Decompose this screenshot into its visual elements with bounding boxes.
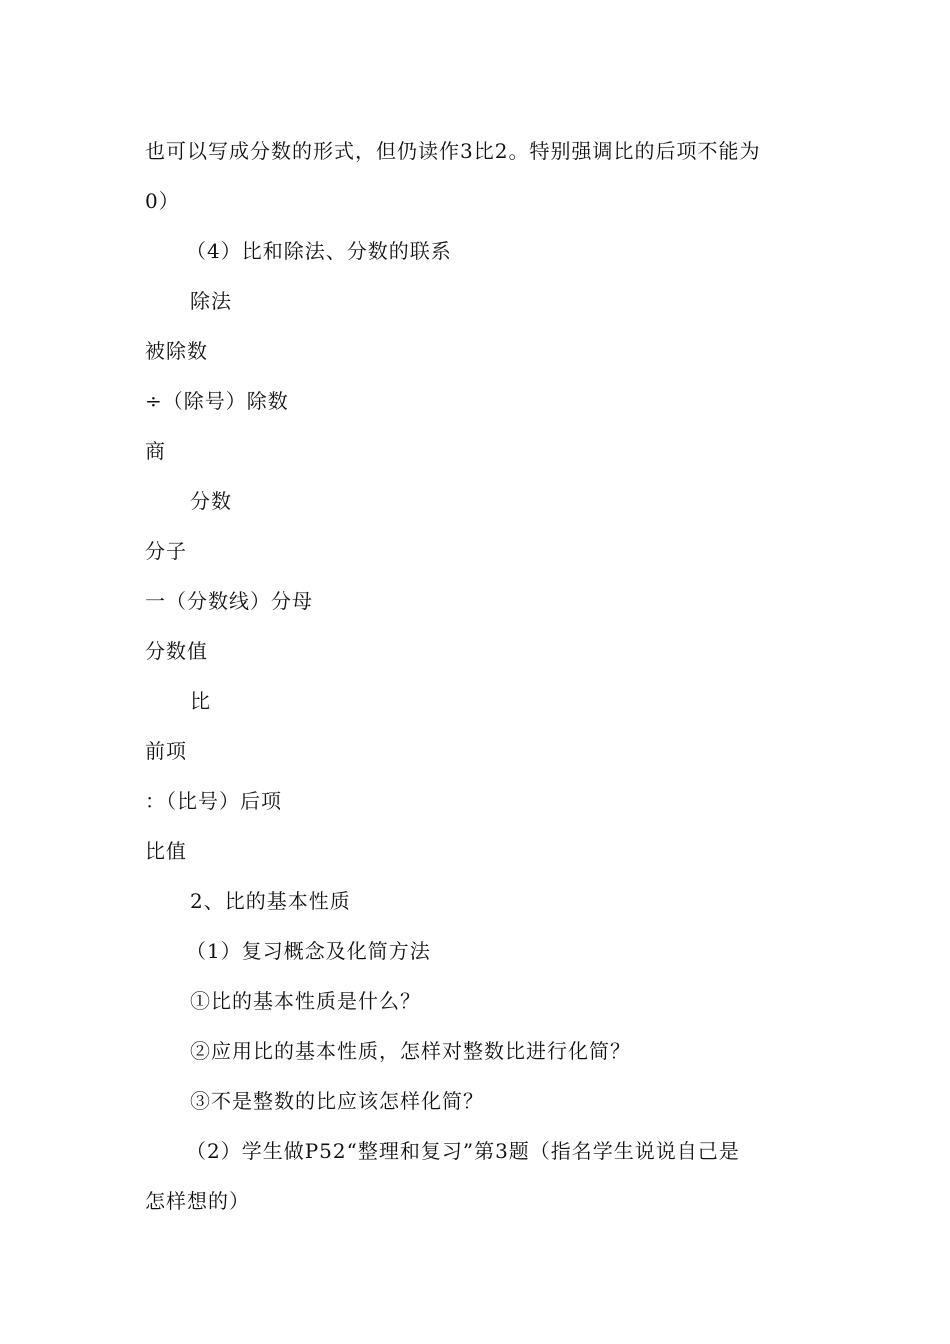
question-item: ①比的基本性质是什么？ — [190, 989, 421, 1013]
section-heading: 2、比的基本性质 — [190, 889, 351, 913]
subsection-heading: （1）复习概念及化简方法 — [186, 939, 431, 963]
table-header-ratio: 比 — [190, 689, 211, 713]
question-item: ②应用比的基本性质，怎样对整数比进行化简？ — [190, 1039, 631, 1063]
question-item: ③不是整数的比应该怎样化简？ — [190, 1089, 484, 1113]
term-dividend: 被除数 — [145, 339, 208, 363]
term-antecedent: 前项 — [145, 739, 187, 763]
term-numerator: 分子 — [145, 539, 187, 563]
term-ratio-value: 比值 — [145, 839, 187, 863]
term-fraction-value: 分数值 — [145, 639, 208, 663]
paragraph-line: 0） — [145, 189, 180, 213]
section-heading: （4）比和除法、分数的联系 — [186, 239, 452, 263]
table-header-division: 除法 — [190, 289, 232, 313]
subsection-heading: （2）学生做P52“整理和复习”第3题（指名学生说说自己是 — [186, 1139, 740, 1163]
term-quotient: 商 — [145, 439, 166, 463]
paragraph-line: 怎样想的） — [145, 1189, 250, 1213]
term-divisor: ÷（除号）除数 — [145, 389, 289, 413]
term-consequent: ：（比号）后项 — [145, 789, 282, 813]
paragraph-line: 也可以写成分数的形式，但仍读作3比2。特别强调比的后项不能为 — [145, 139, 761, 163]
table-header-fraction: 分数 — [190, 489, 232, 513]
term-denominator: 一（分数线）分母 — [145, 589, 313, 613]
